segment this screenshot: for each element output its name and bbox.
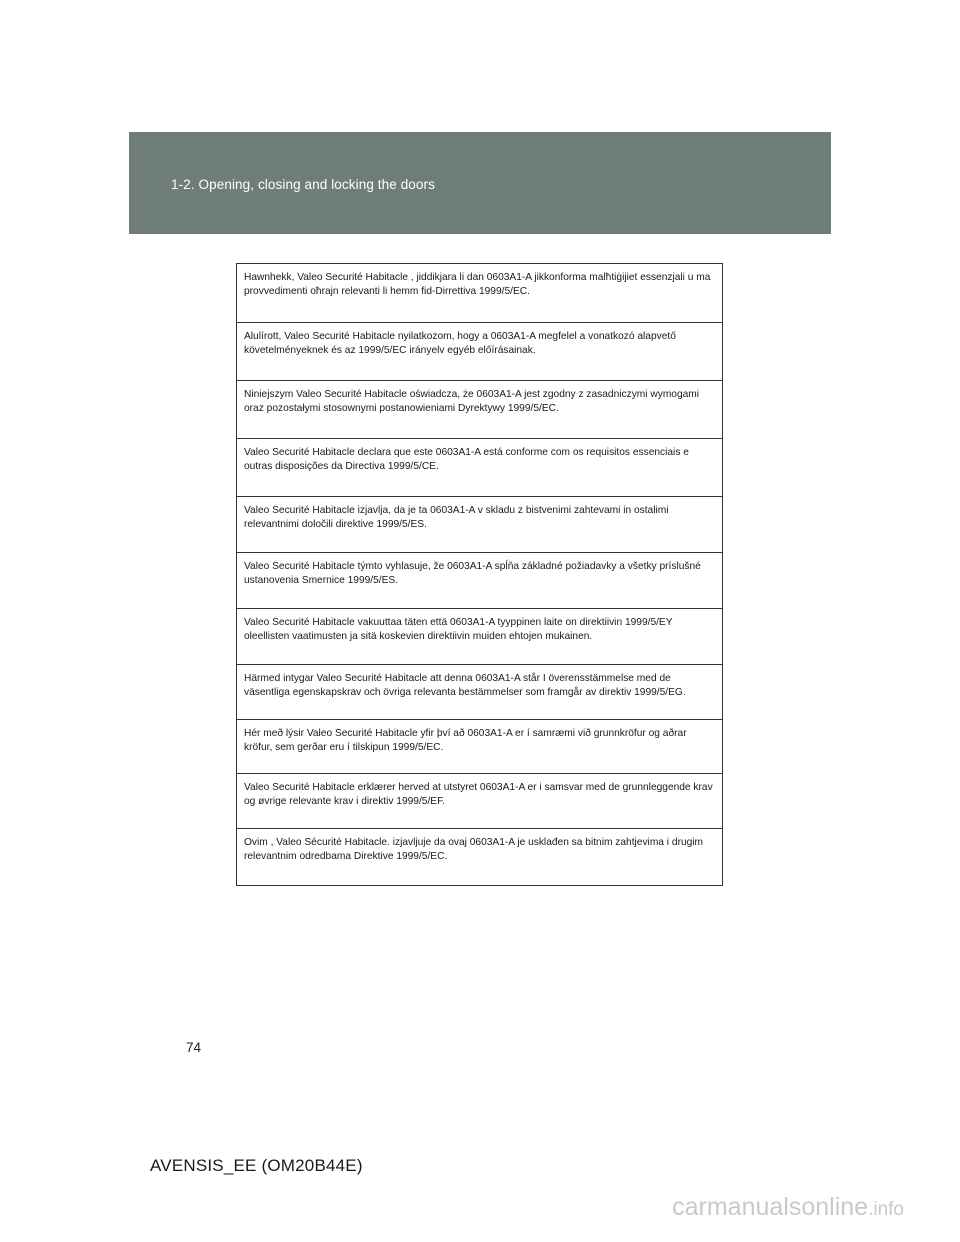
declaration-row-slovak: Valeo Securité Habitacle týmto vyhlasuje, že 0603A1-A spĺňa základné požiadavky a všetky príslušné ustanovenia Smernice 1999/5/ES. [237, 552, 722, 608]
declaration-row-portuguese: Valeo Securité Habitacle declara que este 0603A1-A está conforme com os requisitos essenciais e outras disposições da Directiva 1999/5/CE. [237, 438, 722, 496]
declaration-row-hungarian: Alulírott, Valeo Securité Habitacle nyilatkozom, hogy a 0603A1-A megfelel a vonatkozó alapvető követelményeknek és az 1999/5/EC irányelv egyéb előírásainak. [237, 322, 722, 380]
declaration-row-maltese: Hawnhekk, Valeo Securité Habitacle , jiddikjara li dan 0603A1-A jikkonforma malħtiġijiet essenzjali u ma provvedimenti oħrajn relevanti li hemm fid-Dirrettiva 1999/5/EC. [244, 272, 711, 297]
declaration-row-slovenian: Valeo Securité Habitacle izjavlja, da je ta 0603A1-A v skladu z bistvenimi zahtevami in ostalimi relevantnimi določili direktive 1999/5/ES. [237, 496, 722, 552]
section-header-band [129, 132, 831, 234]
declaration-row-polish: Niniejszym Valeo Securité Habitacle oświadcza, że 0603A1-A jest zgodny z zasadniczymi wymogami oraz pozostałymi stosownymi postanowieniami Dyrektywy 1999/5/EC. [237, 380, 722, 438]
watermark-main-text: carmanualsonline [672, 1193, 869, 1221]
declaration-row-icelandic: Hér með lýsir Valeo Securité Habitacle yfir því að 0603A1-A er í samræmi við grunnkröfur og aðrar kröfur, sem gerðar eru í tilskipun 1999/5/EC. [237, 719, 722, 773]
declaration-row-croatian: Ovim , Valeo Sécurité Habitacle. izjavljuje da ovaj 0603A1-A je usklađen sa bitnim zahtjevima i drugim relevantnim odredbama Direktive 1999/5/EC. [237, 828, 722, 885]
section-title: 1-2. Opening, closing and locking the doors [171, 177, 435, 192]
declaration-row-swedish: Härmed intygar Valeo Securité Habitacle att denna 0603A1-A står I överensstämmelse med de väsentliga egenskapskrav och övriga relevanta bestämmelser som framgår av direktiv 1999/5/EG. [237, 664, 722, 719]
document-code: AVENSIS_EE (OM20B44E) [150, 1156, 363, 1175]
page-number: 74 [186, 1040, 202, 1055]
watermark-suffix-text: .info [868, 1199, 904, 1220]
declaration-row-finnish: Valeo Securité Habitacle vakuuttaa täten että 0603A1-A tyyppinen laite on direktiivin 1999/5/EY oleellisten vaatimusten ja sitä koskevien direktiivin muiden ehtojen mukainen. [237, 608, 722, 664]
watermark-logo [672, 1195, 904, 1220]
declaration-row-norwegian: Valeo Securité Habitacle erklærer herved at utstyret 0603A1-A er i samsvar med de grunnleggende krav og øvrige relevante krav i direktiv 1999/5/EF. [237, 773, 722, 828]
declaration-table [236, 263, 723, 886]
